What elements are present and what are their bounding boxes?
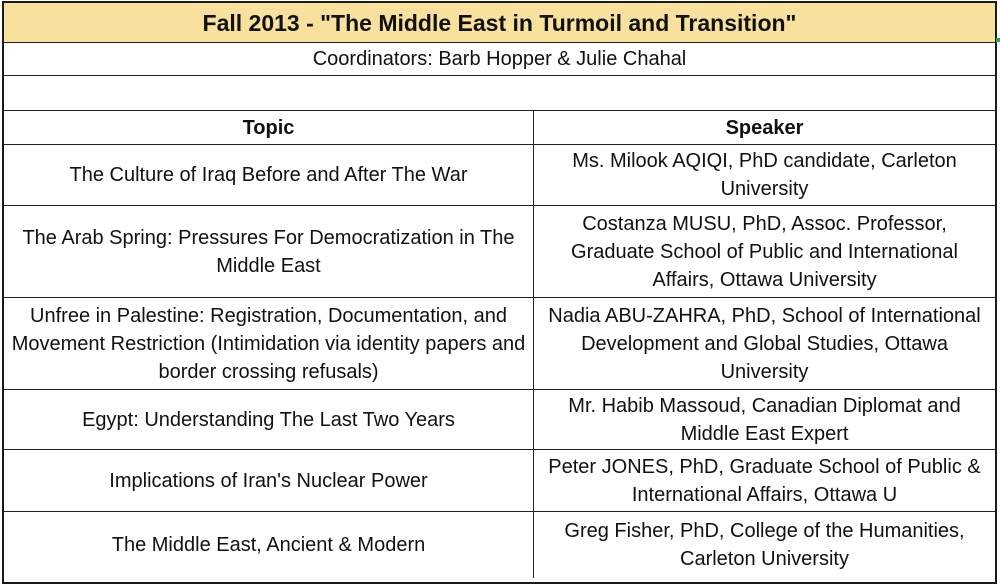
header-row — [4, 111, 995, 145]
topic-cell: The Culture of Iraq Before and After The War — [4, 145, 534, 205]
table-row — [4, 145, 995, 206]
topic-cell: Egypt: Understanding The Last Two Years — [4, 390, 534, 449]
empty-row — [4, 76, 995, 111]
table-row — [4, 450, 995, 512]
coordinators-text: Coordinators: Barb Hopper & Julie Chahal — [312, 48, 687, 70]
table-row — [4, 512, 995, 578]
coordinators-row — [4, 43, 995, 76]
speaker-cell: Greg Fisher, PhD, College of the Humanities, Carleton University — [564, 520, 965, 570]
topic-header: Topic — [4, 111, 534, 144]
selection-handle[interactable] — [996, 38, 1000, 42]
speaker-cell: Nadia ABU-ZAHRA, PhD, School of International Development and Global Studies, Ottawa University — [548, 304, 981, 383]
topic-cell: Unfree in Palestine: Registration, Documentation, and Movement Restriction (Intimidation via identity papers and border crossing refusals) — [4, 298, 534, 389]
schedule-table — [2, 1, 997, 584]
table-title: Fall 2013 - "The Middle East in Turmoil and Transition" — [202, 9, 797, 36]
speaker-cell: Mr. Habib Massoud, Canadian Diplomat and Middle East Expert — [568, 394, 961, 445]
table-row — [4, 298, 995, 390]
speaker-cell: Costanza MUSU, PhD, Assoc. Professor, Graduate School of Public and International Affairs, Ottawa University — [571, 212, 958, 291]
speaker-header: Speaker — [725, 116, 804, 139]
topic-cell: The Middle East, Ancient & Modern — [4, 512, 534, 578]
topic-cell: The Arab Spring: Pressures For Democratization in The Middle East — [4, 206, 534, 297]
speaker-cell: Peter JONES, PhD, Graduate School of Public & International Affairs, Ottawa U — [548, 455, 981, 506]
title-row — [4, 3, 995, 43]
topic-cell: Implications of Iran's Nuclear Power — [4, 450, 534, 511]
table-row — [4, 390, 995, 450]
empty-cell — [4, 76, 995, 110]
table-row — [4, 206, 995, 298]
speaker-cell: Ms. Milook AQIQI, PhD candidate, Carleton University — [572, 150, 957, 200]
